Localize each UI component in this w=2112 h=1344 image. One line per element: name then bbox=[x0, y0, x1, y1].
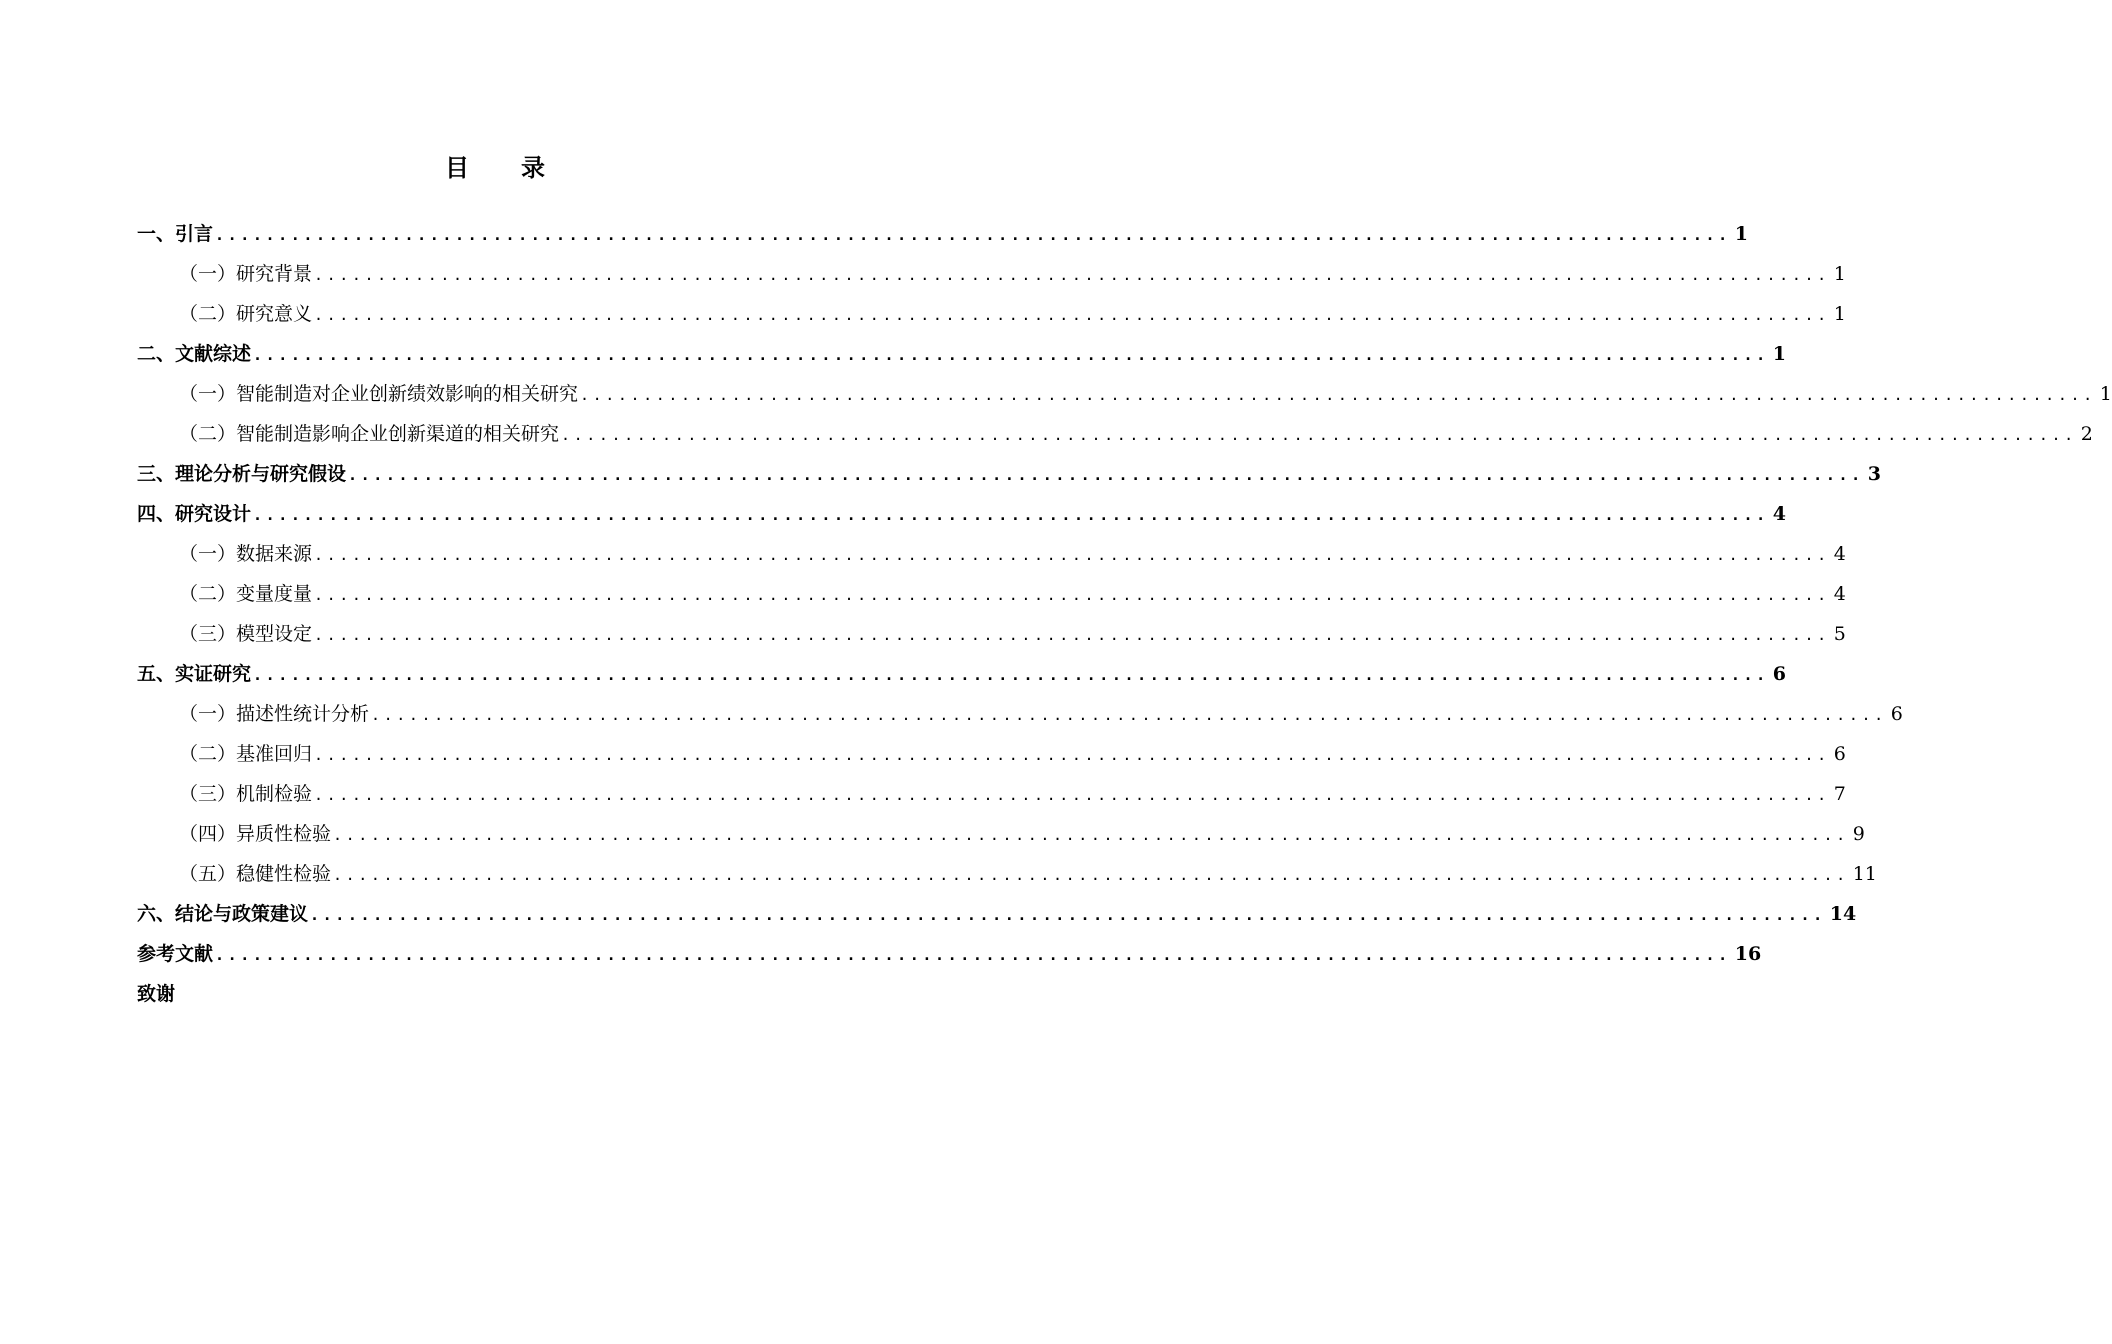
toc-page-number: 1 bbox=[1833, 303, 1846, 325]
toc-page-number: 6 bbox=[1890, 703, 1903, 725]
toc-entry-chapter[interactable] bbox=[137, 214, 1748, 254]
toc-entry-section[interactable] bbox=[137, 294, 1846, 334]
toc-page-number: 9 bbox=[1852, 823, 1865, 845]
toc-dot-leader: ........................................................................................................................ bbox=[580, 386, 2096, 404]
toc-entry-label: 六、结论与政策建议 bbox=[137, 903, 309, 925]
toc-entry-label: （二）基准回归 bbox=[179, 743, 313, 765]
toc-entry-chapter[interactable] bbox=[137, 494, 1786, 534]
toc-dot-leader: ........................................................................................................................ bbox=[314, 306, 1830, 324]
toc-entry-section[interactable] bbox=[137, 614, 1846, 654]
toc-entry-label: （三）模型设定 bbox=[179, 623, 313, 645]
toc-entry-label: （二）智能制造影响企业创新渠道的相关研究 bbox=[179, 423, 560, 445]
toc-dot-leader: ........................................................................................................................ bbox=[310, 906, 1826, 924]
toc-entry-chapter[interactable] bbox=[137, 934, 1762, 974]
toc-entry-label: （四）异质性检验 bbox=[179, 823, 332, 845]
toc-title-char-1: 目 bbox=[445, 153, 469, 182]
toc-page-number: 2 bbox=[2080, 423, 2093, 445]
toc-page-number: 1 bbox=[1833, 263, 1846, 285]
toc-page-number: 7 bbox=[1833, 783, 1846, 805]
toc-entry-label: 四、研究设计 bbox=[137, 503, 252, 525]
toc-entry-label: 一、引言 bbox=[137, 223, 214, 245]
toc-title bbox=[0, 148, 990, 183]
toc-page-number: 6 bbox=[1772, 663, 1786, 685]
toc-entry-section[interactable] bbox=[137, 254, 1846, 294]
toc-page-number: 16 bbox=[1734, 943, 1762, 965]
toc-entry-chapter[interactable] bbox=[137, 454, 1881, 494]
toc-dot-leader: ........................................................................................................................ bbox=[561, 426, 2077, 444]
toc-entry-label: 三、理论分析与研究假设 bbox=[137, 463, 347, 485]
toc-page-number: 4 bbox=[1833, 583, 1846, 605]
toc-page-number: 1 bbox=[1772, 343, 1786, 365]
toc-page-number: 6 bbox=[1833, 743, 1846, 765]
toc-dot-leader: ........................................................................................................................ bbox=[333, 866, 1849, 884]
toc-dot-leader: ........................................................................................................................ bbox=[348, 466, 1864, 484]
toc-entry-label: 二、文献综述 bbox=[137, 343, 252, 365]
toc-entry-section[interactable] bbox=[137, 534, 1846, 574]
toc-dot-leader: ........................................................................................................................ bbox=[314, 546, 1830, 564]
toc-page-number: 1 bbox=[1734, 223, 1748, 245]
toc-entry-label: （一）数据来源 bbox=[179, 543, 313, 565]
toc-entry-section[interactable] bbox=[137, 854, 1877, 894]
toc-dot-leader: ........................................................................................................................ bbox=[314, 746, 1830, 764]
toc-entry-label: （一）研究背景 bbox=[179, 263, 313, 285]
toc-title-char-2: 录 bbox=[521, 153, 545, 182]
toc-entry-section[interactable] bbox=[137, 694, 1903, 734]
toc-dot-leader: ........................................................................................................................ bbox=[314, 626, 1830, 644]
toc-dot-leader: ........................................................................................................................ bbox=[253, 346, 1769, 364]
toc-entry-section[interactable] bbox=[137, 574, 1846, 614]
toc-page-number: 1 bbox=[2099, 383, 2112, 405]
toc-dot-leader: ........................................................................................................................ bbox=[371, 706, 1887, 724]
toc-entry-chapter[interactable] bbox=[137, 894, 1857, 934]
toc-page-number: 3 bbox=[1867, 463, 1881, 485]
toc-dot-leader: ........................................................................................................................ bbox=[253, 506, 1769, 524]
toc-entry-label: 致谢 bbox=[137, 983, 176, 1005]
toc-page-number: 5 bbox=[1833, 623, 1846, 645]
toc-entry-section[interactable] bbox=[137, 774, 1846, 814]
toc-entry-chapter[interactable] bbox=[137, 654, 1786, 694]
toc-entry-chapter[interactable] bbox=[137, 974, 851, 1014]
toc-entry-section[interactable] bbox=[137, 414, 2093, 454]
toc-dot-leader: ........................................................................................................................ bbox=[215, 946, 1731, 964]
toc-entry-chapter[interactable] bbox=[137, 334, 1786, 374]
toc-entry-label: （五）稳健性检验 bbox=[179, 863, 332, 885]
toc-entry-label: （三）机制检验 bbox=[179, 783, 313, 805]
toc-page-number: 4 bbox=[1833, 543, 1846, 565]
toc-entry-label: 参考文献 bbox=[137, 943, 214, 965]
toc-page-number: 11 bbox=[1852, 863, 1877, 885]
toc-entry-label: （二）变量度量 bbox=[179, 583, 313, 605]
toc-entry-section[interactable] bbox=[137, 814, 1865, 854]
toc-dot-leader: ........................................................................................................................ bbox=[215, 226, 1731, 244]
toc-entry-label: （一）描述性统计分析 bbox=[179, 703, 370, 725]
toc-page-number: 14 bbox=[1829, 903, 1857, 925]
toc-entry-label: 五、实证研究 bbox=[137, 663, 252, 685]
toc-entry-label: （一）智能制造对企业创新绩效影响的相关研究 bbox=[179, 383, 579, 405]
toc-list bbox=[137, 214, 2112, 1014]
toc-dot-leader: ........................................................................................................................ bbox=[314, 786, 1830, 804]
toc-dot-leader: ........................................................................................................................ bbox=[333, 826, 1849, 844]
toc-page-number: 4 bbox=[1772, 503, 1786, 525]
toc-dot-leader: ........................................................................................................................ bbox=[253, 666, 1769, 684]
toc-entry-section[interactable] bbox=[137, 734, 1846, 774]
toc-entry-label: （二）研究意义 bbox=[179, 303, 313, 325]
toc-dot-leader: ........................................................................................................................ bbox=[314, 586, 1830, 604]
toc-dot-leader: ........................................................................................................................ bbox=[314, 266, 1830, 284]
toc-entry-section[interactable] bbox=[137, 374, 2112, 414]
